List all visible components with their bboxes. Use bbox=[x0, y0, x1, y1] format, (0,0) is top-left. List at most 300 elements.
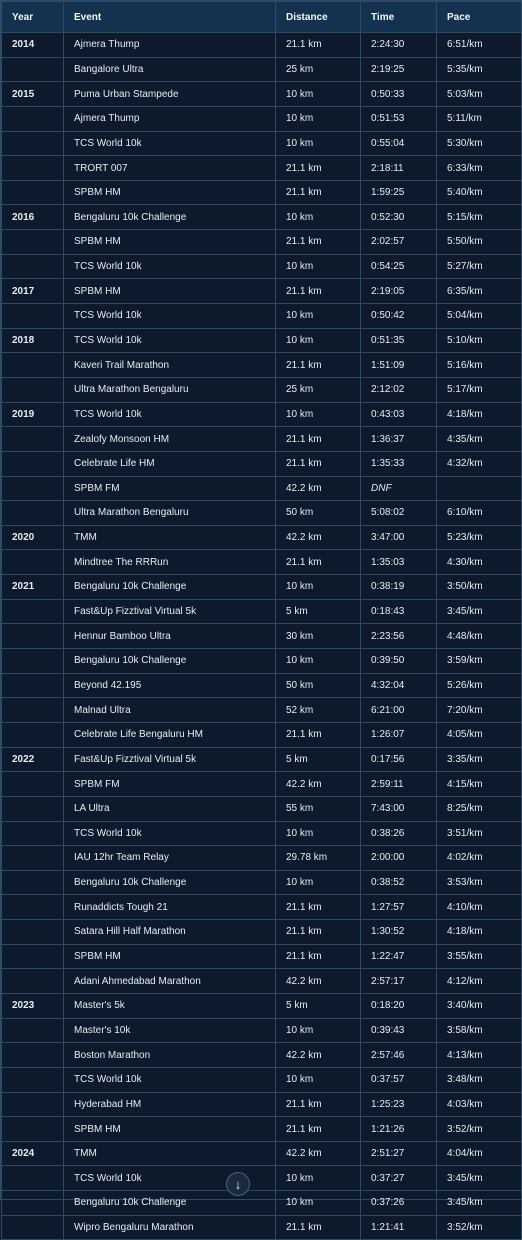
cell-year bbox=[2, 870, 64, 895]
cell-distance: 52 km bbox=[276, 698, 361, 723]
table-row bbox=[2, 599, 522, 624]
table-row bbox=[2, 649, 522, 674]
cell-event: Kaveri Trail Marathon bbox=[64, 353, 276, 378]
cell-pace: 7:20/km bbox=[437, 698, 522, 723]
cell-event: Ajmera Thump bbox=[64, 33, 276, 58]
cell-year bbox=[2, 944, 64, 969]
cell-time: 0:37:27 bbox=[361, 1166, 437, 1191]
table-row bbox=[2, 279, 522, 304]
cell-distance: 5 km bbox=[276, 993, 361, 1018]
table-row bbox=[2, 920, 522, 945]
cell-time: 1:51:09 bbox=[361, 353, 437, 378]
table-row bbox=[2, 722, 522, 747]
cell-pace: 5:27/km bbox=[437, 254, 522, 279]
cell-year bbox=[2, 796, 64, 821]
cell-time: 7:43:00 bbox=[361, 796, 437, 821]
cell-year bbox=[2, 377, 64, 402]
cell-distance: 55 km bbox=[276, 796, 361, 821]
cell-distance: 25 km bbox=[276, 57, 361, 82]
table-row bbox=[2, 205, 522, 230]
cell-event: Ajmera Thump bbox=[64, 106, 276, 131]
cell-pace: 5:04/km bbox=[437, 304, 522, 329]
table-row bbox=[2, 501, 522, 526]
cell-distance: 10 km bbox=[276, 254, 361, 279]
cell-year bbox=[2, 1043, 64, 1068]
table-row bbox=[2, 1018, 522, 1043]
table-row bbox=[2, 427, 522, 452]
cell-year bbox=[2, 427, 64, 452]
cell-time: 0:38:19 bbox=[361, 575, 437, 600]
table-row bbox=[2, 895, 522, 920]
cell-year bbox=[2, 1067, 64, 1092]
cell-time: 1:59:25 bbox=[361, 180, 437, 205]
cell-time: 2:00:00 bbox=[361, 846, 437, 871]
cell-year: 2014 bbox=[2, 33, 64, 58]
cell-time: 1:26:07 bbox=[361, 722, 437, 747]
cell-distance: 50 km bbox=[276, 501, 361, 526]
table-row bbox=[2, 451, 522, 476]
cell-year bbox=[2, 106, 64, 131]
cell-time: 2:12:02 bbox=[361, 377, 437, 402]
cell-time: 0:18:20 bbox=[361, 993, 437, 1018]
cell-event: Celebrate Life Bengaluru HM bbox=[64, 722, 276, 747]
table-row bbox=[2, 57, 522, 82]
cell-year: 2024 bbox=[2, 1141, 64, 1166]
cell-year bbox=[2, 476, 64, 501]
cell-year bbox=[2, 304, 64, 329]
cell-year bbox=[2, 846, 64, 871]
cell-pace bbox=[437, 476, 522, 501]
table-row bbox=[2, 993, 522, 1018]
cell-pace: 4:04/km bbox=[437, 1141, 522, 1166]
cell-event: SPBM HM bbox=[64, 1117, 276, 1142]
table-row bbox=[2, 1215, 522, 1240]
cell-distance: 10 km bbox=[276, 821, 361, 846]
cell-distance: 21.1 km bbox=[276, 279, 361, 304]
table-row bbox=[2, 1043, 522, 1068]
cell-pace: 4:18/km bbox=[437, 402, 522, 427]
table-row bbox=[2, 402, 522, 427]
cell-event: TCS World 10k bbox=[64, 328, 276, 353]
cell-distance: 10 km bbox=[276, 575, 361, 600]
table-row bbox=[2, 106, 522, 131]
cell-time: 0:50:33 bbox=[361, 82, 437, 107]
cell-event: Bengaluru 10k Challenge bbox=[64, 1191, 276, 1216]
cell-pace: 4:02/km bbox=[437, 846, 522, 871]
cell-event: TCS World 10k bbox=[64, 1067, 276, 1092]
table-row bbox=[2, 230, 522, 255]
cell-event: Hennur Bamboo Ultra bbox=[64, 624, 276, 649]
cell-year: 2015 bbox=[2, 82, 64, 107]
cell-event: TMM bbox=[64, 525, 276, 550]
cell-time: 0:52:30 bbox=[361, 205, 437, 230]
cell-distance: 5 km bbox=[276, 747, 361, 772]
cell-pace: 5:35/km bbox=[437, 57, 522, 82]
cell-event: Wipro Bengaluru Marathon bbox=[64, 1215, 276, 1240]
cell-event: Ultra Marathon Bengaluru bbox=[64, 501, 276, 526]
cell-event: SPBM FM bbox=[64, 772, 276, 797]
cell-pace: 3:55/km bbox=[437, 944, 522, 969]
cell-event: TMM bbox=[64, 1141, 276, 1166]
cell-year bbox=[2, 624, 64, 649]
scroll-down-button[interactable] bbox=[226, 1172, 250, 1196]
cell-time: 2:59:11 bbox=[361, 772, 437, 797]
cell-distance: 21.1 km bbox=[276, 180, 361, 205]
cell-event: Ultra Marathon Bengaluru bbox=[64, 377, 276, 402]
cell-pace: 3:52/km bbox=[437, 1117, 522, 1142]
cell-event: Bangalore Ultra bbox=[64, 57, 276, 82]
cell-distance: 30 km bbox=[276, 624, 361, 649]
cell-distance: 42.2 km bbox=[276, 772, 361, 797]
cell-year bbox=[2, 920, 64, 945]
cell-distance: 10 km bbox=[276, 106, 361, 131]
cell-time: 4:32:04 bbox=[361, 673, 437, 698]
cell-pace: 3:53/km bbox=[437, 870, 522, 895]
table-row bbox=[2, 846, 522, 871]
cell-pace: 4:13/km bbox=[437, 1043, 522, 1068]
cell-pace: 5:26/km bbox=[437, 673, 522, 698]
cell-distance: 42.2 km bbox=[276, 1043, 361, 1068]
cell-event: Bengaluru 10k Challenge bbox=[64, 649, 276, 674]
cell-year: 2022 bbox=[2, 747, 64, 772]
cell-distance: 42.2 km bbox=[276, 1141, 361, 1166]
cell-pace: 5:23/km bbox=[437, 525, 522, 550]
table-row bbox=[2, 796, 522, 821]
table-row bbox=[2, 82, 522, 107]
cell-year bbox=[2, 1018, 64, 1043]
cell-time: 0:51:53 bbox=[361, 106, 437, 131]
cell-event: Puma Urban Stampede bbox=[64, 82, 276, 107]
table-row bbox=[2, 254, 522, 279]
table-row bbox=[2, 180, 522, 205]
cell-event: Malnad Ultra bbox=[64, 698, 276, 723]
cell-distance: 10 km bbox=[276, 1018, 361, 1043]
cell-distance: 21.1 km bbox=[276, 33, 361, 58]
cell-event: Bengaluru 10k Challenge bbox=[64, 870, 276, 895]
cell-pace: 5:30/km bbox=[437, 131, 522, 156]
cell-pace: 3:50/km bbox=[437, 575, 522, 600]
cell-event: Mindtree The RRRun bbox=[64, 550, 276, 575]
cell-year bbox=[2, 673, 64, 698]
cell-time: 0:51:35 bbox=[361, 328, 437, 353]
header-pace: Pace bbox=[437, 2, 522, 33]
cell-distance: 42.2 km bbox=[276, 525, 361, 550]
cell-year bbox=[2, 353, 64, 378]
cell-pace: 5:16/km bbox=[437, 353, 522, 378]
cell-year bbox=[2, 1166, 64, 1191]
cell-pace: 8:25/km bbox=[437, 796, 522, 821]
table-row bbox=[2, 575, 522, 600]
cell-year bbox=[2, 254, 64, 279]
cell-time: 2:18:11 bbox=[361, 156, 437, 181]
cell-distance: 5 km bbox=[276, 599, 361, 624]
cell-time: 2:24:30 bbox=[361, 33, 437, 58]
cell-pace: 4:15/km bbox=[437, 772, 522, 797]
cell-pace: 5:40/km bbox=[437, 180, 522, 205]
cell-pace: 3:51/km bbox=[437, 821, 522, 846]
table-row bbox=[2, 747, 522, 772]
cell-year bbox=[2, 180, 64, 205]
cell-pace: 6:10/km bbox=[437, 501, 522, 526]
cell-distance: 25 km bbox=[276, 377, 361, 402]
header-distance: Distance bbox=[276, 2, 361, 33]
cell-event: Adani Ahmedabad Marathon bbox=[64, 969, 276, 994]
cell-time: 0:55:04 bbox=[361, 131, 437, 156]
cell-time: 3:47:00 bbox=[361, 525, 437, 550]
cell-time: 0:17:56 bbox=[361, 747, 437, 772]
cell-pace: 4:30/km bbox=[437, 550, 522, 575]
cell-event: TCS World 10k bbox=[64, 1166, 276, 1191]
cell-event: Master's 5k bbox=[64, 993, 276, 1018]
cell-distance: 21.1 km bbox=[276, 895, 361, 920]
cell-pace: 3:59/km bbox=[437, 649, 522, 674]
cell-pace: 5:03/km bbox=[437, 82, 522, 107]
cell-pace: 5:11/km bbox=[437, 106, 522, 131]
cell-time: 0:37:26 bbox=[361, 1191, 437, 1216]
table-row bbox=[2, 1067, 522, 1092]
cell-event: TCS World 10k bbox=[64, 254, 276, 279]
cell-event: SPBM HM bbox=[64, 180, 276, 205]
cell-event: Boston Marathon bbox=[64, 1043, 276, 1068]
cell-year bbox=[2, 1191, 64, 1216]
cell-distance: 10 km bbox=[276, 328, 361, 353]
cell-year bbox=[2, 599, 64, 624]
cell-year: 2018 bbox=[2, 328, 64, 353]
cell-year bbox=[2, 1215, 64, 1240]
cell-distance: 29.78 km bbox=[276, 846, 361, 871]
table-row bbox=[2, 476, 522, 501]
table-row bbox=[2, 673, 522, 698]
cell-year bbox=[2, 969, 64, 994]
table-row bbox=[2, 1092, 522, 1117]
cell-event: SPBM FM bbox=[64, 476, 276, 501]
cell-pace: 4:18/km bbox=[437, 920, 522, 945]
table-row bbox=[2, 772, 522, 797]
cell-event: Fast&Up Fizztival Virtual 5k bbox=[64, 747, 276, 772]
cell-pace: 4:12/km bbox=[437, 969, 522, 994]
cell-event: Bengaluru 10k Challenge bbox=[64, 205, 276, 230]
cell-distance: 42.2 km bbox=[276, 969, 361, 994]
cell-time: DNF bbox=[361, 476, 437, 501]
cell-event: TCS World 10k bbox=[64, 821, 276, 846]
cell-year bbox=[2, 1092, 64, 1117]
cell-distance: 21.1 km bbox=[276, 1117, 361, 1142]
cell-event: Zealofy Monsoon HM bbox=[64, 427, 276, 452]
cell-event: SPBM HM bbox=[64, 279, 276, 304]
cell-time: 1:25:23 bbox=[361, 1092, 437, 1117]
cell-year: 2016 bbox=[2, 205, 64, 230]
cell-year bbox=[2, 772, 64, 797]
cell-pace: 4:03/km bbox=[437, 1092, 522, 1117]
cell-event: TCS World 10k bbox=[64, 304, 276, 329]
cell-year bbox=[2, 895, 64, 920]
cell-time: 0:39:50 bbox=[361, 649, 437, 674]
cell-event: SPBM HM bbox=[64, 944, 276, 969]
cell-distance: 42.2 km bbox=[276, 476, 361, 501]
cell-year: 2017 bbox=[2, 279, 64, 304]
cell-pace: 3:58/km bbox=[437, 1018, 522, 1043]
cell-pace: 5:15/km bbox=[437, 205, 522, 230]
cell-year bbox=[2, 698, 64, 723]
cell-event: TRORT 007 bbox=[64, 156, 276, 181]
table-row bbox=[2, 624, 522, 649]
cell-distance: 21.1 km bbox=[276, 451, 361, 476]
cell-pace: 3:52/km bbox=[437, 1215, 522, 1240]
cell-time: 1:22:47 bbox=[361, 944, 437, 969]
cell-event: Fast&Up Fizztival Virtual 5k bbox=[64, 599, 276, 624]
cell-distance: 21.1 km bbox=[276, 722, 361, 747]
cell-pace: 3:35/km bbox=[437, 747, 522, 772]
cell-pace: 6:35/km bbox=[437, 279, 522, 304]
cell-event: SPBM HM bbox=[64, 230, 276, 255]
cell-event: LA Ultra bbox=[64, 796, 276, 821]
cell-pace: 6:51/km bbox=[437, 33, 522, 58]
cell-pace: 4:48/km bbox=[437, 624, 522, 649]
cell-time: 1:35:33 bbox=[361, 451, 437, 476]
table-row bbox=[2, 1117, 522, 1142]
cell-pace: 5:17/km bbox=[437, 377, 522, 402]
cell-distance: 21.1 km bbox=[276, 230, 361, 255]
cell-distance: 10 km bbox=[276, 649, 361, 674]
cell-event: Satara Hill Half Marathon bbox=[64, 920, 276, 945]
cell-time: 2:23:56 bbox=[361, 624, 437, 649]
cell-time: 0:54:25 bbox=[361, 254, 437, 279]
cell-distance: 21.1 km bbox=[276, 1215, 361, 1240]
cell-year bbox=[2, 1117, 64, 1142]
cell-distance: 21.1 km bbox=[276, 550, 361, 575]
table-row bbox=[2, 1141, 522, 1166]
cell-distance: 10 km bbox=[276, 1191, 361, 1216]
arrow-down-icon: ↓ bbox=[234, 1176, 242, 1192]
cell-time: 2:19:05 bbox=[361, 279, 437, 304]
cell-event: IAU 12hr Team Relay bbox=[64, 846, 276, 871]
table-row bbox=[2, 328, 522, 353]
cell-pace: 3:48/km bbox=[437, 1067, 522, 1092]
cell-event: Bengaluru 10k Challenge bbox=[64, 575, 276, 600]
cell-distance: 21.1 km bbox=[276, 353, 361, 378]
cell-distance: 10 km bbox=[276, 1067, 361, 1092]
cell-pace: 5:50/km bbox=[437, 230, 522, 255]
cell-pace: 4:32/km bbox=[437, 451, 522, 476]
cell-pace: 4:05/km bbox=[437, 722, 522, 747]
cell-pace: 3:45/km bbox=[437, 1166, 522, 1191]
cell-time: 0:38:52 bbox=[361, 870, 437, 895]
cell-event: Master's 10k bbox=[64, 1018, 276, 1043]
cell-year bbox=[2, 501, 64, 526]
header-event: Event bbox=[64, 2, 276, 33]
cell-distance: 10 km bbox=[276, 304, 361, 329]
header-year: Year bbox=[2, 2, 64, 33]
cell-year bbox=[2, 649, 64, 674]
cell-distance: 10 km bbox=[276, 870, 361, 895]
cell-year: 2019 bbox=[2, 402, 64, 427]
cell-distance: 10 km bbox=[276, 82, 361, 107]
table-row bbox=[2, 131, 522, 156]
cell-time: 2:51:27 bbox=[361, 1141, 437, 1166]
cell-time: 0:43:03 bbox=[361, 402, 437, 427]
cell-time: 5:08:02 bbox=[361, 501, 437, 526]
cell-event: Celebrate Life HM bbox=[64, 451, 276, 476]
table-row bbox=[2, 969, 522, 994]
table-row bbox=[2, 870, 522, 895]
cell-time: 1:36:37 bbox=[361, 427, 437, 452]
cell-distance: 21.1 km bbox=[276, 1092, 361, 1117]
cell-time: 1:21:41 bbox=[361, 1215, 437, 1240]
cell-pace: 6:33/km bbox=[437, 156, 522, 181]
table-header-row bbox=[2, 2, 522, 33]
cell-distance: 10 km bbox=[276, 402, 361, 427]
cell-pace: 5:10/km bbox=[437, 328, 522, 353]
cell-time: 2:57:17 bbox=[361, 969, 437, 994]
cell-time: 2:57:46 bbox=[361, 1043, 437, 1068]
table-row bbox=[2, 821, 522, 846]
header-time: Time bbox=[361, 2, 437, 33]
cell-year bbox=[2, 451, 64, 476]
cell-year bbox=[2, 131, 64, 156]
table-row bbox=[2, 353, 522, 378]
cell-event: TCS World 10k bbox=[64, 402, 276, 427]
cell-pace: 4:35/km bbox=[437, 427, 522, 452]
table-row bbox=[2, 1191, 522, 1216]
cell-year bbox=[2, 722, 64, 747]
cell-pace: 4:10/km bbox=[437, 895, 522, 920]
cell-time: 0:38:26 bbox=[361, 821, 437, 846]
cell-distance: 21.1 km bbox=[276, 156, 361, 181]
cell-event: Runaddicts Tough 21 bbox=[64, 895, 276, 920]
race-results-table bbox=[1, 1, 522, 1240]
cell-event: Hyderabad HM bbox=[64, 1092, 276, 1117]
table-row bbox=[2, 304, 522, 329]
cell-pace: 3:45/km bbox=[437, 599, 522, 624]
cell-event: Beyond 42.195 bbox=[64, 673, 276, 698]
cell-distance: 10 km bbox=[276, 1166, 361, 1191]
cell-event: TCS World 10k bbox=[64, 131, 276, 156]
cell-time: 0:37:57 bbox=[361, 1067, 437, 1092]
cell-time: 0:18:43 bbox=[361, 599, 437, 624]
table-row bbox=[2, 525, 522, 550]
cell-distance: 50 km bbox=[276, 673, 361, 698]
cell-distance: 21.1 km bbox=[276, 427, 361, 452]
table-row bbox=[2, 550, 522, 575]
cell-time: 1:35:03 bbox=[361, 550, 437, 575]
cell-time: 1:21:26 bbox=[361, 1117, 437, 1142]
cell-time: 0:39:43 bbox=[361, 1018, 437, 1043]
cell-pace: 3:45/km bbox=[437, 1191, 522, 1216]
cell-year bbox=[2, 230, 64, 255]
cell-distance: 10 km bbox=[276, 131, 361, 156]
cell-year: 2023 bbox=[2, 993, 64, 1018]
table-row bbox=[2, 33, 522, 58]
table-row bbox=[2, 156, 522, 181]
cell-time: 1:27:57 bbox=[361, 895, 437, 920]
table-row bbox=[2, 1166, 522, 1191]
cell-year: 2020 bbox=[2, 525, 64, 550]
cell-pace: 3:40/km bbox=[437, 993, 522, 1018]
cell-distance: 21.1 km bbox=[276, 944, 361, 969]
cell-year bbox=[2, 821, 64, 846]
cell-distance: 21.1 km bbox=[276, 920, 361, 945]
cell-time: 6:21:00 bbox=[361, 698, 437, 723]
cell-time: 0:50:42 bbox=[361, 304, 437, 329]
table-row bbox=[2, 377, 522, 402]
cell-year bbox=[2, 57, 64, 82]
cell-distance: 10 km bbox=[276, 205, 361, 230]
table-row bbox=[2, 944, 522, 969]
cell-year: 2021 bbox=[2, 575, 64, 600]
cell-year bbox=[2, 550, 64, 575]
table-row bbox=[2, 698, 522, 723]
cell-time: 2:02:57 bbox=[361, 230, 437, 255]
